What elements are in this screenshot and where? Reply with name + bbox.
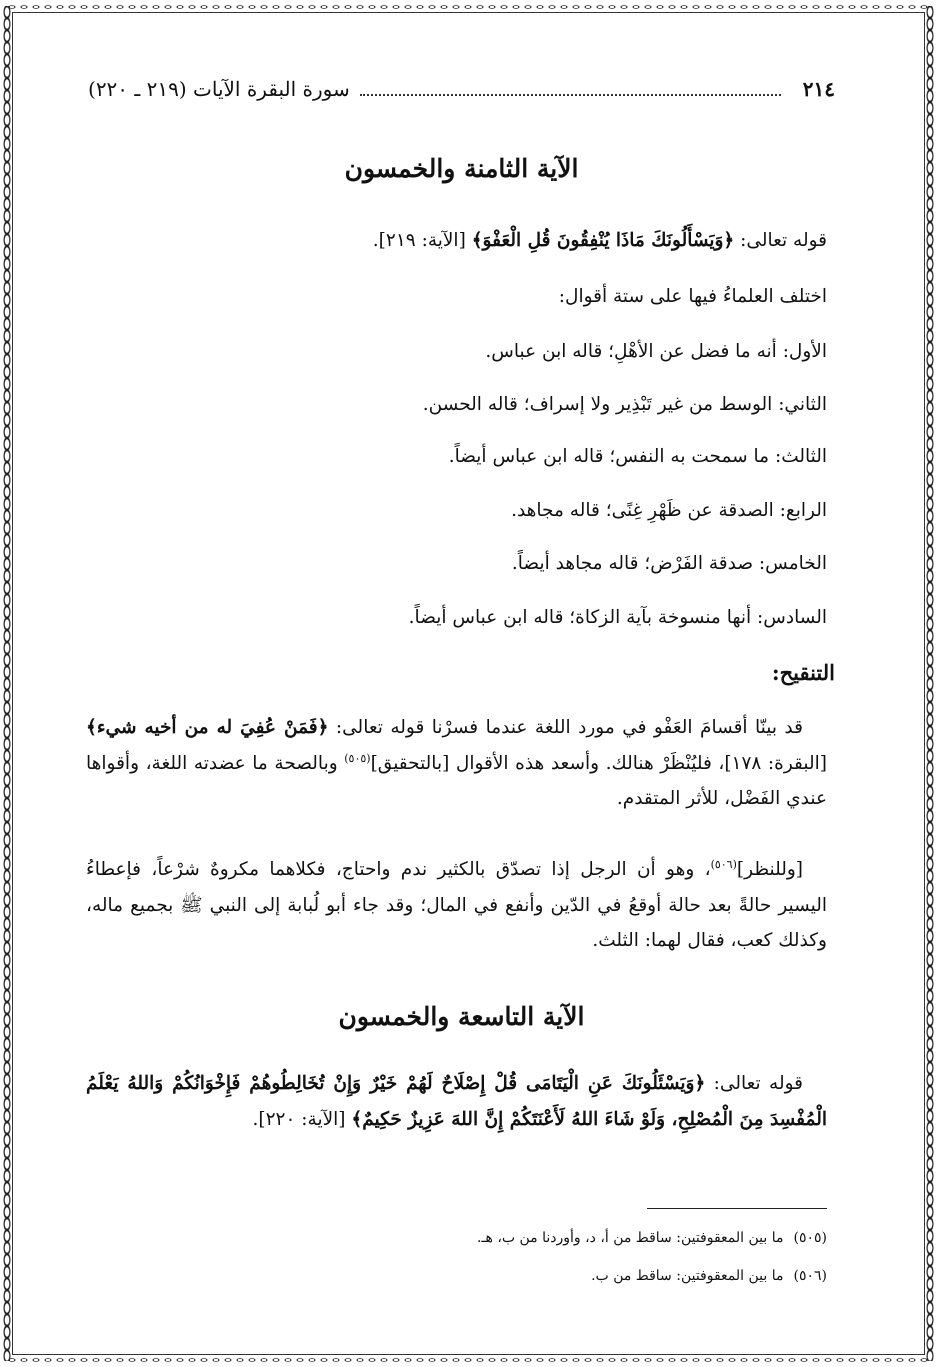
right-border xyxy=(925,6,935,1361)
page-content xyxy=(86,0,835,1367)
footnote-number: (٥٠٦) xyxy=(793,1268,827,1284)
opinion-2: الثاني: الوسط من غير تَبْذِير ولا إسراف؛ قاله الحسن. xyxy=(422,394,827,415)
footnote-505 xyxy=(477,1230,827,1246)
tanqih-p1-c: وبالصحة ما عضدته اللغة، وأقواها عندي الفَضْل، للأثر المتقدم. xyxy=(86,752,827,810)
tanqih-p1-b: [البقرة: ١٧٨]، فليُنْظَرْ هنالك. وأسعد هذه الأقوال [بالتحقيق] xyxy=(370,752,827,774)
section2-verse xyxy=(86,1066,827,1137)
tanqih-p1-a: قد بينّا أقسامَ العَفْو في مورد اللغة عندما فسرْنا قوله تعالى: xyxy=(328,717,803,738)
footnote-506 xyxy=(591,1268,827,1284)
opinion-6: السادس: أنها منسوخة بآية الزكاة؛ قاله ابن عباس أيضاً. xyxy=(408,607,827,628)
running-header xyxy=(88,74,835,104)
tanqih-paragraph-2 xyxy=(86,852,827,959)
verse-ref: [الآية: ٢١٩]. xyxy=(372,230,472,251)
verse-intro: قوله تعالى: xyxy=(734,230,827,251)
verse2-ref: [الآية: ٢٢٠]. xyxy=(252,1108,352,1130)
tanqih-p2-b: ، وهو أن الرجل إذا تصدّق بالكثير ندم واحتاج، فكلاهما مكروهٌ شرْعاً، فإعطاءُ اليسير حالةً بعد حالة أوقعُ في الدّين وأنفع في المال؛ وقد جاء أبو لُبابة إلى النبي ﷺ بجميع ماله، وكذلك كعب، فقال لهما: الثلث. xyxy=(86,859,827,952)
section1-verse xyxy=(96,226,827,256)
section2-heading: الآية التاسعة والخمسون xyxy=(338,1002,585,1031)
left-border xyxy=(2,6,12,1361)
page-number: ٢١٤ xyxy=(802,77,835,101)
opinions-intro: اختلف العلماءُ فيها على ستة أقوال: xyxy=(558,286,827,307)
tanqih-p1-quote: ﴿فَمَنْ عُفِيَ له من أخيه شيء﴾ xyxy=(86,717,329,738)
section1-heading: الآية الثامنة والخمسون xyxy=(344,154,579,183)
opinion-5: الخامس: صدقة الفَرْض؛ قاله مجاهد أيضاً. xyxy=(511,553,827,574)
footnote-rule xyxy=(647,1208,827,1209)
footnote-text: ما بين المعقوفتين: ساقط من أ، د، وأوردنا من ب، هـ. xyxy=(476,1230,784,1246)
verse-text: ﴿وَيَسْأَلُونَكَ مَاذَا يُنْفِقُونَ قُلِ الْعَفْوَ﴾ xyxy=(471,230,735,251)
footnote-ref-506[interactable]: (٥٠٦) xyxy=(710,857,737,871)
verse2-text: ﴿وَيَسْئَلُونَكَ عَنِ الْيَتَامَى قُلْ إِصْلَاحٌ لَهُمْ خَيْرٌ وَإِنْ تُخَالِطُوهُمْ فَإِخْوَانُكُمْ وَاللهُ يَعْلَمُ الْمُفْسِدَ مِنَ الْمُصْلِحِ، وَلَوْ شَاءَ اللهُ لَأَعْنَتَكُمْ إِنَّ اللهَ عَزِيزٌ حَكِيمٌ﴾ xyxy=(86,1073,827,1130)
opinion-1: الأول: أنه ما فضل عن الأهْلِ؛ قاله ابن عباس. xyxy=(485,341,827,362)
footnote-text: ما بين المعقوفتين: ساقط من ب. xyxy=(591,1268,784,1284)
tanqih-p2-a: [وللنظر] xyxy=(736,859,803,880)
header-dots xyxy=(360,82,781,96)
running-title: سورة البقرة الآيات (٢١٩ ـ ٢٢٠) xyxy=(88,77,350,101)
verse2-intro: قوله تعالى: xyxy=(705,1073,803,1094)
footnote-ref-505[interactable]: (٥٠٥) xyxy=(344,751,371,765)
tanqih-label: التنقيح: xyxy=(771,660,835,685)
opinion-4: الرابع: الصدقة عن ظَهْرِ غِنًى؛ قاله مجاهد. xyxy=(511,500,827,521)
footnote-number: (٥٠٥) xyxy=(793,1230,827,1246)
tanqih-paragraph-1 xyxy=(86,710,827,817)
opinion-3: الثالث: ما سمحت به النفس؛ قاله ابن عباس أيضاً. xyxy=(448,446,827,467)
